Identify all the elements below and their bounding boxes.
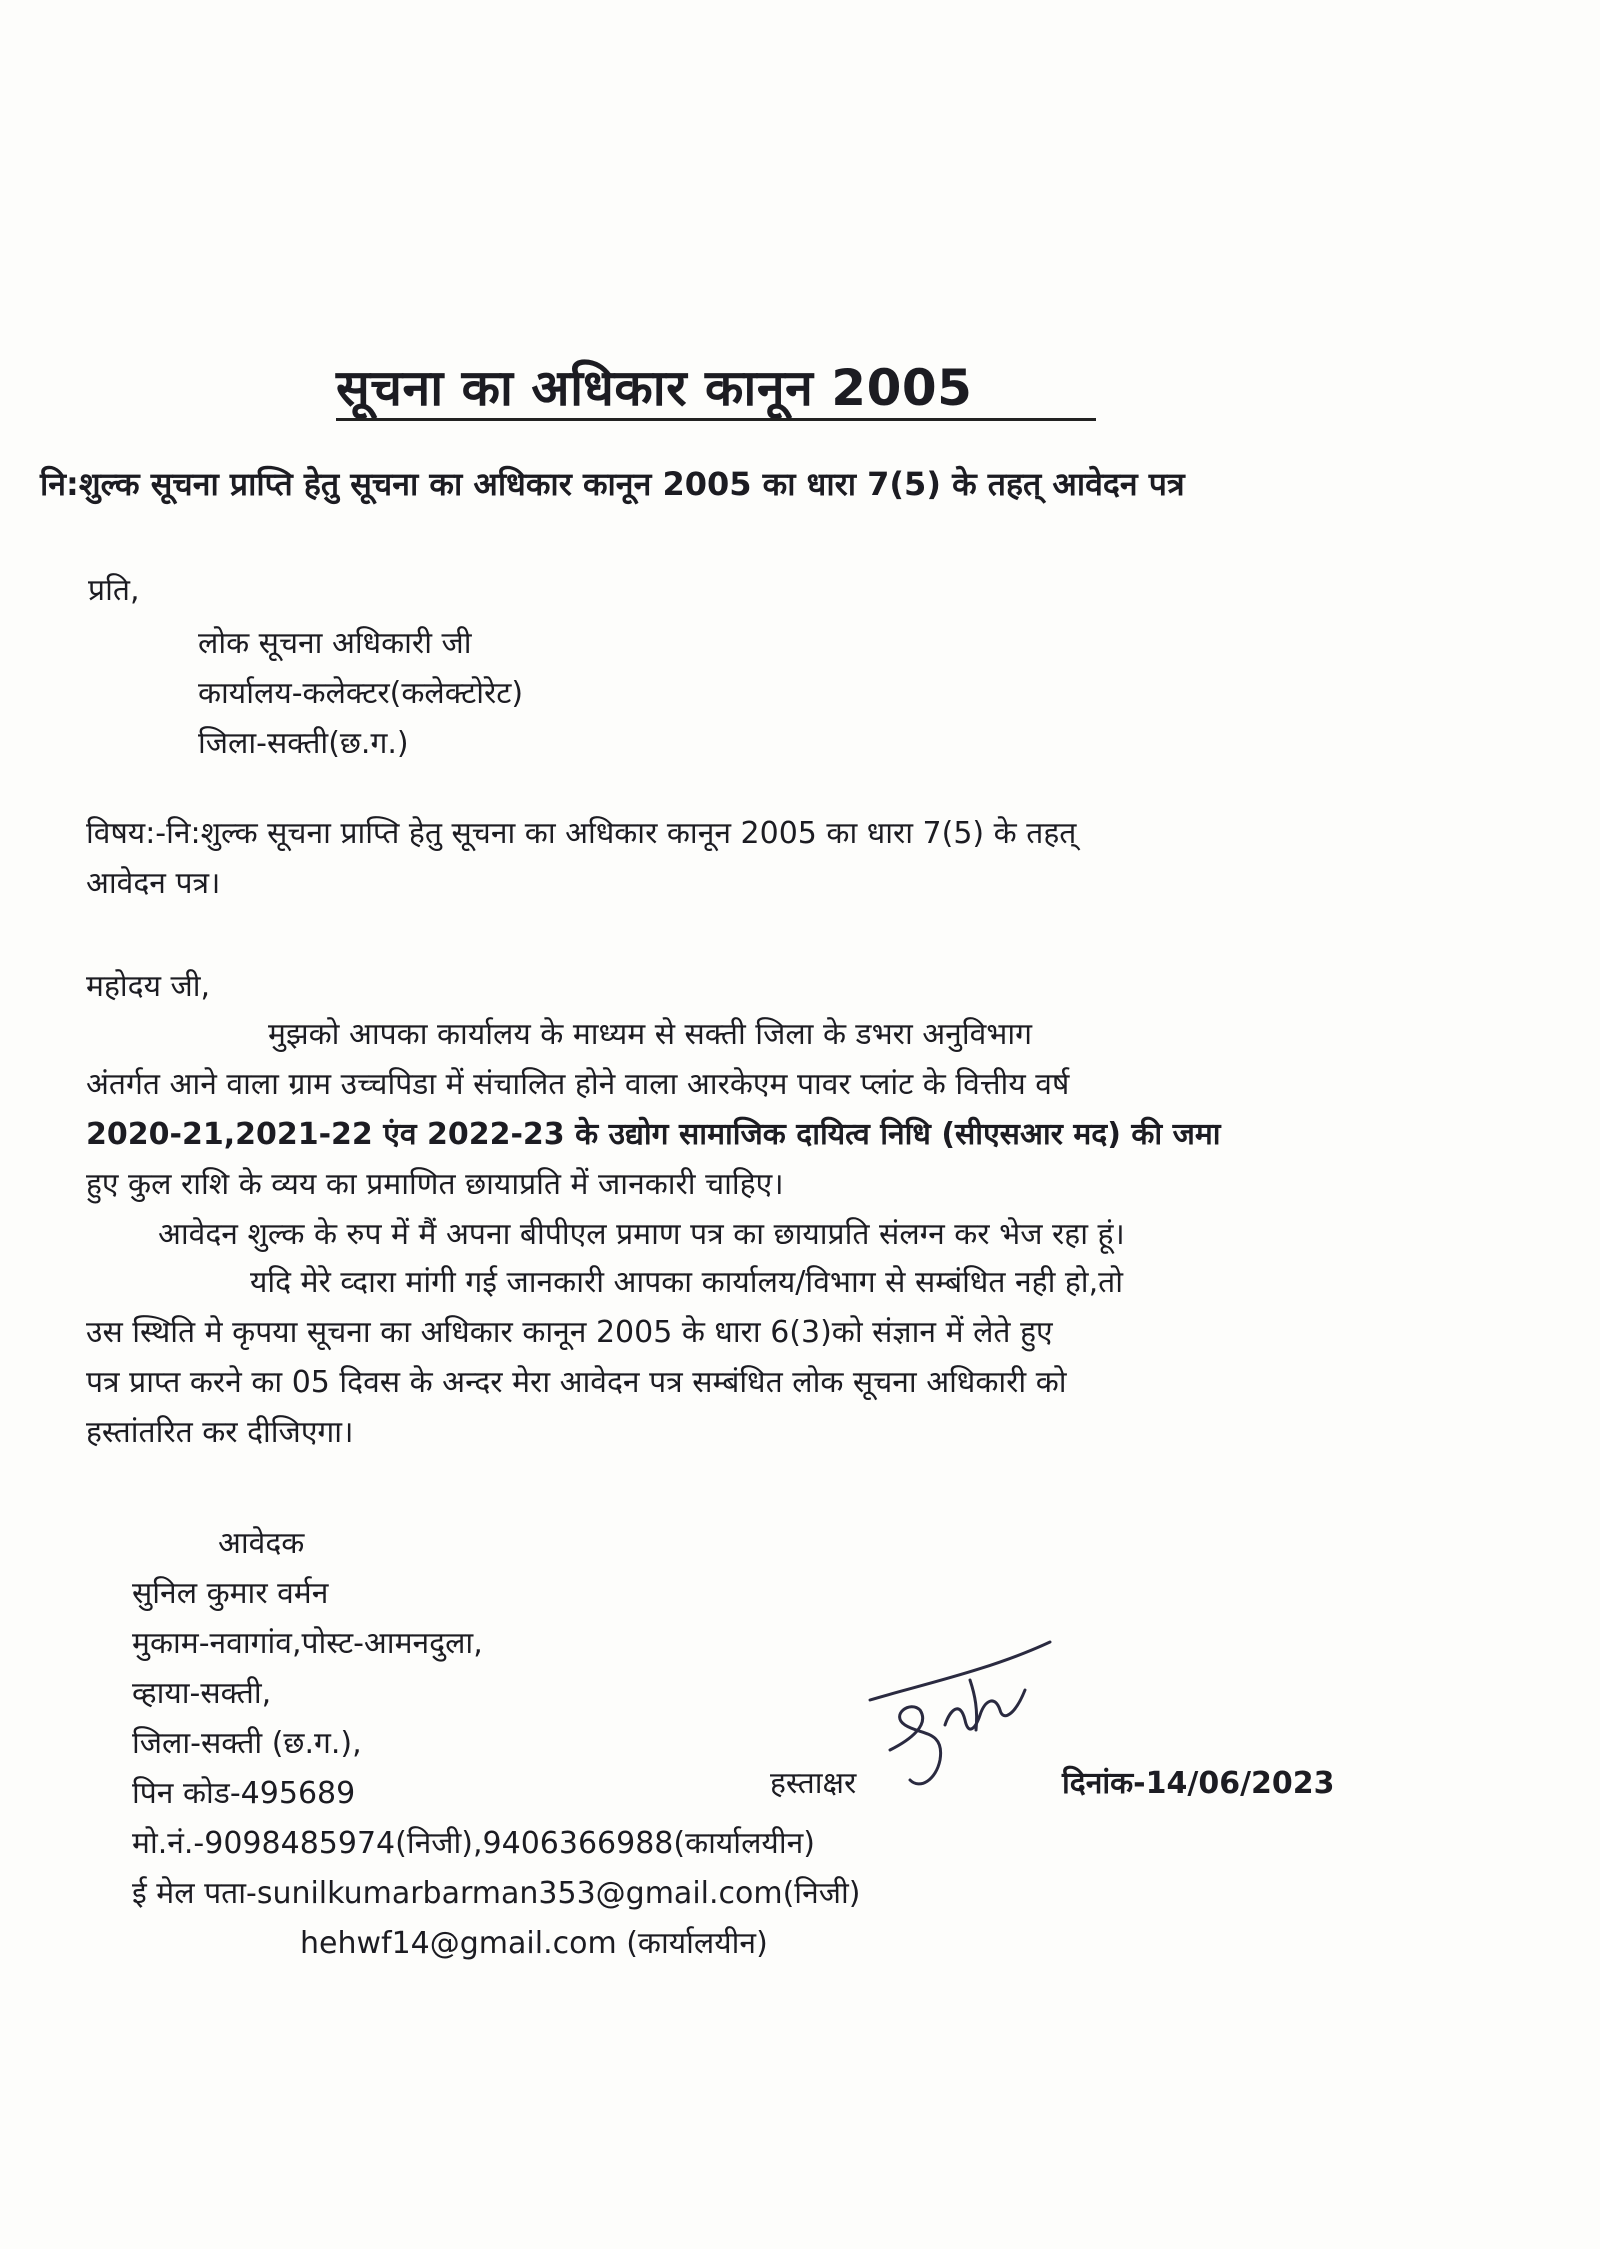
body-line: यदि मेरे व्दारा मांगी गई जानकारी आपका कार्यालय/विभाग से सम्बंधित नही हो,तो	[250, 1265, 1123, 1300]
signature-label: हस्ताक्षर	[770, 1766, 857, 1801]
applicant-name: सुनिल कुमार वर्मन	[132, 1576, 329, 1611]
applicant-email-personal: ई मेल पता-sunilkumarbarman353@gmail.com(निजी)	[132, 1876, 861, 1911]
applicant-address-1: मुकाम-नवागांव,पोस्ट-आमनदुला,	[132, 1626, 483, 1661]
letter-date: दिनांक-14/06/2023	[1062, 1766, 1335, 1801]
recipient-prefix: प्रति,	[88, 573, 140, 608]
subject-line-2: आवेदन पत्र।	[86, 866, 221, 901]
title-underline	[336, 418, 1096, 421]
page-title: सूचना का अधिकार कानून 2005	[336, 359, 973, 417]
body-line: उस स्थिति मे कृपया सूचना का अधिकार कानून 2005 के धारा 6(3)को संज्ञान में लेते हुए	[86, 1315, 1053, 1350]
applicant-address-2: व्हाया-सक्ती,	[132, 1676, 272, 1711]
body-line: आवेदन शुल्क के रुप में मैं अपना बीपीएल प्रमाण पत्र का छायाप्रति संलग्न कर भेज रहा हूं।	[158, 1217, 1125, 1252]
body-line: मुझको आपका कार्यालय के माध्यम से सक्ती जिला के डभरा अनुविभाग	[268, 1017, 1033, 1052]
salutation: महोदय जी,	[86, 969, 211, 1004]
body-line: अंतर्गत आने वाला ग्राम उच्चपिडा में संचालित होने वाला आरकेएम पावर प्लांट के वित्तीय वर्ष	[86, 1067, 1070, 1102]
body-line: 2020-21,2021-22 एंव 2022-23 के उद्योग सामाजिक दायित्व निधि (सीएसआर मद) की जमा	[86, 1117, 1221, 1152]
recipient-line-3: जिला-सक्ती(छ.ग.)	[198, 726, 409, 761]
body-line: पत्र प्राप्त करने का 05 दिवस के अन्दर मेरा आवेदन पत्र सम्बंधित लोक सूचना अधिकारी को	[86, 1365, 1067, 1400]
handwritten-signature	[850, 1630, 1070, 1800]
recipient-line-1: लोक सूचना अधिकारी जी	[198, 626, 472, 661]
applicant-district: जिला-सक्ती (छ.ग.),	[132, 1726, 362, 1761]
applicant-phone: मो.नं.-9098485974(निजी),9406366988(कार्यालयीन)	[132, 1826, 815, 1861]
applicant-pincode: पिन कोड-495689	[132, 1776, 356, 1811]
applicant-email-office: hehwf14@gmail.com (कार्यालयीन)	[300, 1926, 768, 1961]
recipient-line-2: कार्यालय-कलेक्टर(कलेक्टोरेट)	[198, 676, 524, 711]
body-line: हुए कुल राशि के व्यय का प्रमाणित छायाप्रति में जानकारी चाहिए।	[86, 1167, 784, 1202]
subject-line-1: विषय:-नि:शुल्क सूचना प्राप्ति हेतु सूचना का अधिकार कानून 2005 का धारा 7(5) के तहत्	[86, 816, 1077, 851]
page-subtitle: नि:शुल्क सूचना प्राप्ति हेतु सूचना का अधिकार कानून 2005 का धारा 7(5) के तहत् आवेदन पत्र	[40, 465, 1185, 503]
body-line: हस्तांतरित कर दीजिएगा।	[86, 1415, 354, 1450]
applicant-label: आवेदक	[218, 1526, 305, 1561]
